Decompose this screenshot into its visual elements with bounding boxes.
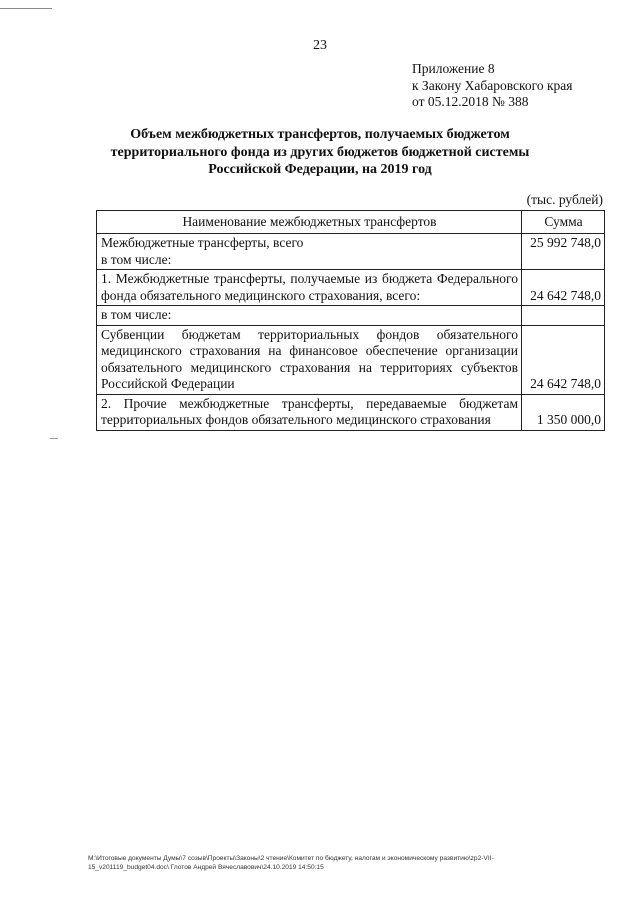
transfers-table bbox=[96, 210, 605, 431]
footer-line-2: 15_v201119_budget04.doc\ Глотов Андрей Вячеславович\24.10.2019 14:50:15 bbox=[88, 864, 324, 871]
table-row bbox=[97, 270, 605, 306]
appendix-line-1: Приложение 8 bbox=[412, 61, 495, 76]
document-title bbox=[110, 126, 530, 179]
table-row bbox=[97, 325, 605, 394]
units-label: (тыс. рублей) bbox=[526, 192, 603, 207]
row-name: Субвенции бюджетам территориальных фондов обязательного медицинского страхования на финансовое обеспечение организации обязательного медицинского страхования на территориях субъектов Российской Федерации bbox=[97, 325, 522, 394]
title-line-1: Объем межбюджетных трансфертов, получаемых бюджетом bbox=[130, 127, 510, 142]
row-sum: 25 992 748,0 bbox=[522, 234, 605, 270]
file-path-footer bbox=[88, 854, 618, 872]
header-sum: Сумма bbox=[522, 211, 605, 234]
appendix-reference bbox=[412, 61, 573, 111]
header-name: Наименование межбюджетных трансфертов bbox=[97, 211, 522, 234]
row-sum: 24 642 748,0 bbox=[522, 270, 605, 306]
row-sum: 24 642 748,0 bbox=[522, 325, 605, 394]
row-sum: 1 350 000,0 bbox=[522, 394, 605, 430]
footer-line-1: М:\Итоговые документы Думы\7 созыв\Проекты\Законы\2 чтение\Комитет по бюджету, налогам и экономическому развитию\zp2-VII- bbox=[88, 855, 494, 862]
page-number: 23 bbox=[313, 38, 327, 53]
row-sum bbox=[522, 306, 605, 326]
table-row bbox=[97, 306, 605, 326]
row-name: 2. Прочие межбюджетные трансферты, передаваемые бюджетам территориальных фондов обязательного медицинского страхования bbox=[97, 394, 522, 430]
row-name: в том числе: bbox=[97, 306, 522, 326]
row-name: Межбюджетные трансферты, всего bbox=[101, 235, 304, 250]
title-line-3: Российской Федерации, на 2019 год bbox=[208, 162, 432, 177]
row-name: 1. Межбюджетные трансферты, получаемые из бюджета Федерального фонда обязательного медицинского страхования, всего: bbox=[97, 270, 522, 306]
row-name-sub: в том числе: bbox=[101, 251, 172, 267]
table-row bbox=[97, 394, 605, 430]
appendix-line-3: от 05.12.2018 № 388 bbox=[412, 94, 529, 109]
table-header-row bbox=[97, 211, 605, 234]
top-divider bbox=[0, 8, 52, 9]
appendix-line-2: к Закону Хабаровского края bbox=[412, 77, 573, 93]
table-row bbox=[97, 234, 605, 270]
margin-mark bbox=[50, 438, 58, 439]
title-line-2: территориального фонда из других бюджетов бюджетной системы bbox=[110, 144, 530, 160]
row-name-cell bbox=[97, 234, 522, 270]
